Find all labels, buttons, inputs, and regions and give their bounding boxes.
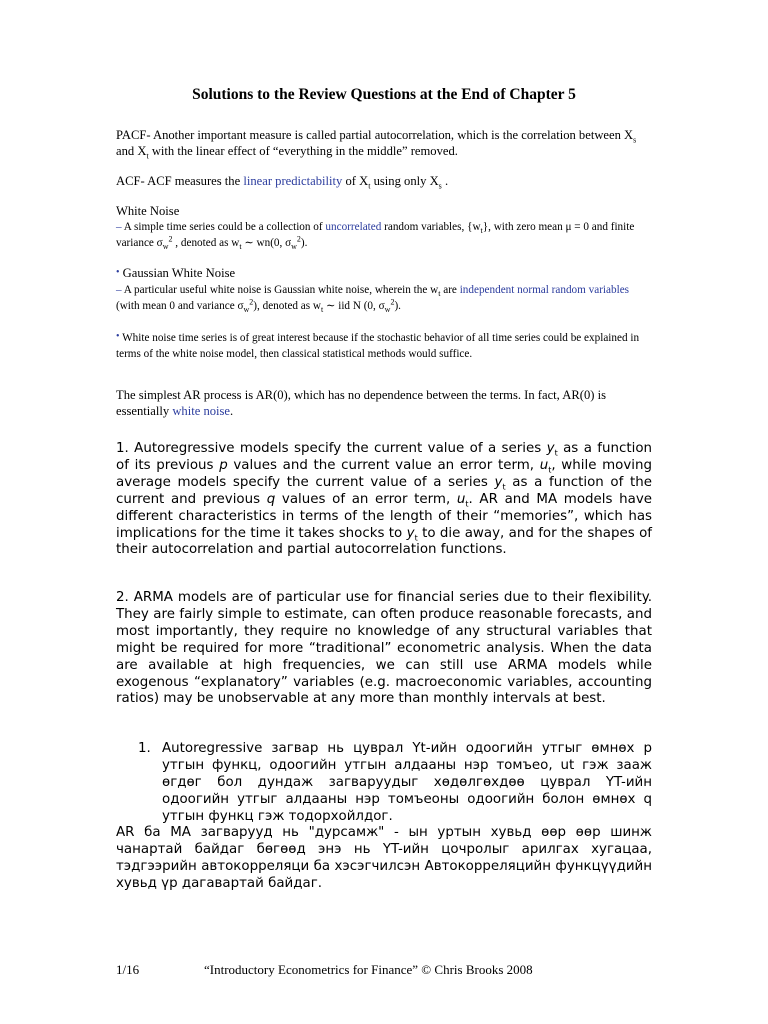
independent-normal-random-variables-link[interactable]: independent normal random variables (459, 284, 630, 296)
gaussian-white-noise-heading: • Gaussian White Noise (116, 266, 236, 280)
pacf-paragraph: PACF- Another important measure is called partial autocorrelation, which is the correlation between $X_s$ and $X_t$ with the linear effect of “everything in the middle” removed. (116, 128, 637, 161)
linear-predictability-link[interactable]: linear predictability (243, 174, 343, 188)
white-noise-interest-paragraph: • White noise time series is of great interest because if the stochastic behavior of all time series could be explained in terms of the white noise model, then classical statistical methods would suffice. (116, 331, 640, 360)
bullet-icon: • (116, 331, 120, 342)
white-noise-definition: – A simple time series could be a collection of uncorrelated random variables, $\{w_t\}$, with zero mean μ = 0 and finite variance $\sigma_w^2$ , denoted as $w_t$ ∼ wn(0, $\sigma_w^2$). (116, 221, 635, 252)
white-noise-heading: White Noise (116, 204, 180, 218)
mongolian-paragraph: AR ба MA загварууд нь "дурсамж" - ын уртын хувьд өөр өөр шинж чанартай байдаг бөгөөд энэ нь YT-ийн цочролыг арилгах хугацаа, тэдгээрийн автокорреляци ба хэсэгчилсэн Автокорреляцийн функцүүдийн хувьд үр дагавартай байдаг. (116, 825, 652, 891)
gaussian-definition: – A particular useful white noise is Gaussian white noise, wherein the $w_t$ are independent normal random variables (with mean 0 and variance $\sigma_w^2$), denoted as $w_t$ ∼ iid N (0, $\sigma_w^2$). (116, 284, 630, 315)
answer-2-paragraph: 2. ARMA models are of particular use for financial series due to their flexibility. They are fairly simple to estimate, can often produce reasonable forecasts, and most importantly, they require no knowledge of any structural variables that might be required for more “traditional” econometric analysis. When the data are available at high frequencies, we can still use ARMA models while exogenous “explanatory” variables (e.g. macroeconomic variables, accounting ratios) may be unobservable at any more than monthly intervals at best. (116, 590, 652, 707)
mongolian-list-item-text: Autoregressive загвар нь цуврал Yt-ийн одоогийн утгыг өмнөх p утгын функц, одоогийн утгын алдааны нэр томъео, ut гэж зааж өгдөг бол дундаж загваруудыг хөдөлгөхдөө цуврал YT-ийн одоогийн утгыг алдааны нэр томъеоны одоогийн болон өмнөх q утгын функц гэж тодорхойлдог. (162, 741, 652, 824)
uncorrelated-link[interactable]: uncorrelated (325, 221, 382, 233)
page-number: 1/16 (116, 962, 140, 977)
page-title: Solutions to the Review Questions at the End of Chapter 5 (192, 86, 576, 103)
bullet-icon: • (116, 267, 120, 278)
copyright-text: “Introductory Econometrics for Finance” © Chris Brooks 2008 (204, 962, 533, 977)
list-number: 1. (138, 741, 151, 756)
acf-paragraph: ACF- ACF measures the linear predictability of $X_t$ using only $X_s$ . (116, 174, 449, 191)
mongolian-list-item (138, 741, 652, 826)
white-noise-link[interactable]: white noise (172, 404, 231, 418)
answer-1-paragraph: 1. Autoregressive models specify the current value of a series $y_t$ as a function of its previous p values and the current value an error term, $u_t$, while moving average models specify the current value of a series $y_t$ as a function of the current and previous q values of an error term, $u_t$. AR and MA models have different characteristics in terms of the length of their “memories”, which has implications for the time it takes shocks to $y_t$ to die away, and for the shapes of their autocorrelation and partial autocorrelation functions. (116, 441, 653, 558)
ar0-paragraph: The simplest AR process is AR(0), which has no dependence between the terms. In fact, AR(0) is essentially white noise. (116, 388, 606, 418)
